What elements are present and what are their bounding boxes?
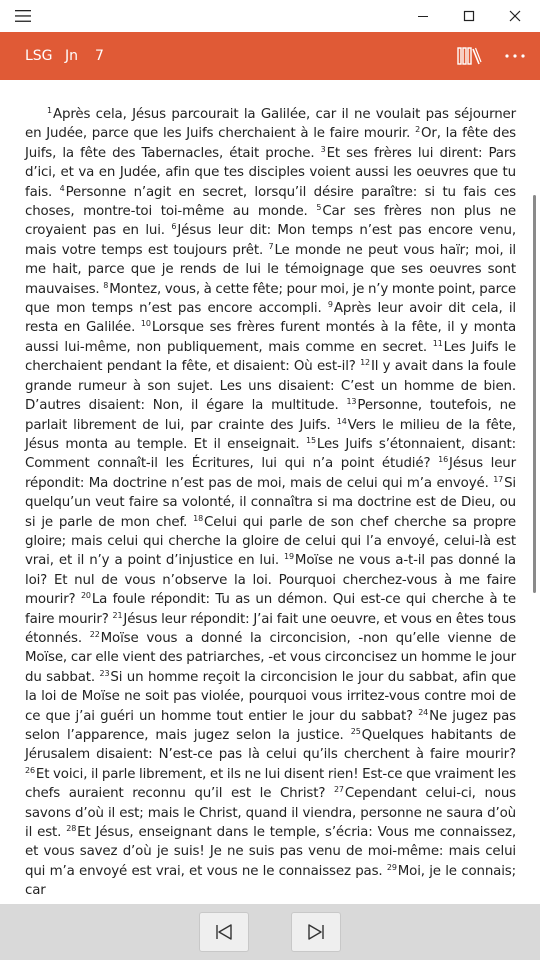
chapter-reader[interactable] bbox=[0, 80, 540, 904]
hamburger-menu-button[interactable] bbox=[0, 0, 46, 32]
verse-text: Jésus leur répondit: J’ai fait une oeuvre, et vous en êtes tous étonnés. bbox=[25, 611, 516, 646]
verse-number: 28 bbox=[66, 824, 77, 834]
next-chapter-button[interactable] bbox=[291, 912, 341, 952]
verse-number: 3 bbox=[320, 144, 326, 154]
verse-number: 23 bbox=[99, 668, 110, 678]
verse-text: Si un homme reçoit la circoncision le jour du sabbat, afin que la loi de Moïse ne soit pas violée, pourquoi vous irritez-vous contre moi de ce que j’ai guéri un homme tout entier le jour du sabbat? bbox=[25, 669, 517, 724]
verse-number: 12 bbox=[360, 358, 370, 368]
verse-text: Après leur avoir dit cela, il resta en Galilée. bbox=[25, 301, 517, 336]
version-selector[interactable]: LSG bbox=[25, 48, 53, 64]
verse-number: 22 bbox=[89, 629, 100, 639]
app-header bbox=[0, 32, 540, 80]
verse-number: 21 bbox=[112, 610, 123, 620]
verse-number: 18 bbox=[193, 513, 204, 523]
window-title-bar bbox=[0, 0, 540, 32]
verse-number: 29 bbox=[386, 862, 397, 872]
verse-number: 9 bbox=[327, 300, 333, 310]
verse-number: 26 bbox=[25, 765, 35, 775]
verse-number: 11 bbox=[432, 338, 443, 348]
verse-number: 17 bbox=[493, 474, 504, 484]
verse-text: Les Juifs s’étonnaient, disant: Comment connaît-il les Écritures, lui qui n’a point étudié? bbox=[25, 436, 517, 472]
verse-text: Lorsque ses frères furent montés à la fête, il y monta aussi lui-même, non publiquement, mais comme en secret. bbox=[25, 320, 516, 355]
skip-next-icon bbox=[306, 922, 326, 942]
verse-text: Vers le milieu de la fête, Jésus monta au temple. Et il enseignait. bbox=[25, 417, 516, 452]
verse-text: Moi, je le connais; car bbox=[25, 863, 516, 899]
verse-text: Et Jésus, enseignant dans le temple, s’écria: Vous me connaissez, et vous savez d’où je suis! Je ne suis pas venu de moi-même: mais celui qui m’a envoyé est vrai, et vous ne le connaissez pas. bbox=[25, 825, 516, 879]
chapter-selector[interactable]: 7 bbox=[95, 48, 104, 64]
bottom-navigation-bar bbox=[0, 904, 540, 960]
more-dots-icon bbox=[504, 53, 526, 59]
verse-number: 10 bbox=[140, 319, 151, 329]
verse-number: 15 bbox=[306, 435, 316, 445]
minimize-icon bbox=[417, 10, 429, 22]
previous-chapter-button[interactable] bbox=[199, 912, 249, 952]
skip-previous-icon bbox=[214, 922, 234, 942]
verse-number: 27 bbox=[333, 785, 344, 795]
verse-text: Si quelqu’un veut faire sa volonté, il connaîtra si ma doctrine est de Dieu, ou si je parle de mon chef. bbox=[25, 475, 516, 530]
verse-number: 2 bbox=[415, 125, 421, 135]
verse-number: 8 bbox=[103, 280, 109, 290]
close-button[interactable] bbox=[492, 0, 538, 32]
verse-text: Il y avait dans la foule grande rumeur à son sujet. Les uns disaient: C’est un homme de bien. D’autres disaient: Non, il égare la multitude. bbox=[25, 359, 517, 414]
library-button[interactable] bbox=[456, 44, 482, 68]
verse-number: 16 bbox=[438, 455, 449, 465]
verse-text: Personne, toutefois, ne parlait librement de lui, par crainte des Juifs. bbox=[25, 398, 516, 433]
verse-number: 25 bbox=[350, 727, 361, 736]
library-books-icon bbox=[456, 44, 482, 68]
verse-number: 13 bbox=[346, 397, 357, 407]
maximize-icon bbox=[463, 10, 475, 22]
verse-number: 24 bbox=[418, 707, 429, 717]
more-options-button[interactable] bbox=[500, 44, 530, 68]
verse-text: Moïse vous a donné la circoncision, -non qu’elle vienne de Moïse, car elle vient des patriarches, -et vous circoncisez un homme le jour du sabbat. bbox=[25, 630, 516, 685]
verse-number: 4 bbox=[59, 183, 65, 193]
verse-number: 20 bbox=[80, 591, 91, 601]
verse-text: Jésus leur dit: Mon temps n’est pas encore venu, mais votre temps est toujours prêt. bbox=[25, 223, 516, 258]
book-selector[interactable]: Jn bbox=[65, 48, 79, 64]
verse-text: Quelques habitants de Jérusalem disaient: N’est-ce pas là celui qu’ils cherchent à faire mourir? bbox=[25, 728, 516, 763]
verse-text: Cependant celui-ci, nous savons d’où il est; mais le Christ, quand il viendra, personne ne saura d’où il est. bbox=[25, 786, 516, 841]
verse-text: Le monde ne peut vous haïr; moi, il me hait, parce que je rends de lui le témoignage que ses oeuvres sont mauvaises. bbox=[25, 242, 516, 297]
verse-text: Montez, vous, à cette fête; pour moi, je n’y monte point, parce que mon temps n’est pas encore accompli. bbox=[25, 281, 516, 317]
verse-text: Ne jugez pas selon l’apparence, mais jugez selon la justice. bbox=[25, 708, 516, 743]
verse-number: 5 bbox=[316, 203, 322, 213]
hamburger-menu-icon bbox=[15, 10, 31, 22]
verse-text: Moïse ne vous a-t-il pas donné la loi? Et nul de vous n’observe la loi. Pourquoi cherchez-vous à me faire mourir? bbox=[25, 553, 516, 608]
verse-number: 1 bbox=[47, 106, 52, 115]
verse-text: La foule répondit: Tu as un démon. Qui est-ce qui cherche à te faire mourir? bbox=[25, 592, 516, 627]
verse-number: 14 bbox=[336, 416, 347, 426]
verse-text: Celui qui parle de son chef cherche sa propre gloire; mais celui qui cherche la gloire de celui qui l’a envoyé, celui-là est vrai, et il n’y a point d’injustice en lui. bbox=[25, 514, 517, 569]
maximize-button[interactable] bbox=[446, 0, 492, 32]
verse-number: 6 bbox=[171, 222, 177, 232]
verse-text: Et voici, il parle librement, et ils ne lui disent rien! Est-ce que vraiment les chefs auraient reconnu qu’il est le Christ? bbox=[25, 766, 516, 802]
verse-text: Jésus leur répondit: Ma doctrine n’est pas de moi, mais de celui qui m’a envoyé. bbox=[25, 456, 516, 491]
verse-text: Et ses frères lui dirent: Pars d’ici, et va en Judée, afin que tes disciples voient aussi les oeuvres que tu fais. bbox=[25, 145, 517, 200]
minimize-button[interactable] bbox=[400, 0, 446, 32]
verse-text: Après cela, Jésus parcourait la Galilée, car il ne voulait pas séjourner en Judée, parce que les Juifs cherchaient à le faire mourir. bbox=[25, 107, 516, 142]
chapter-text bbox=[25, 105, 516, 901]
scrollbar-thumb[interactable] bbox=[533, 195, 536, 593]
verse-text: Personne n’agit en secret, lorsqu’il désire paraître: si tu fais ces choses, montre-toi toi-même au monde. bbox=[25, 184, 516, 220]
verse-number: 19 bbox=[284, 552, 294, 562]
verse-number: 7 bbox=[268, 241, 274, 251]
verse-text: Car ses frères non plus ne croyaient pas en lui. bbox=[25, 204, 516, 239]
close-icon bbox=[509, 10, 521, 22]
verse-text: Or, la fête des Juifs, la fête des Tabernacles, était proche. bbox=[25, 126, 517, 161]
verse-text: Les Juifs le cherchaient pendant la fête, et disaient: Où est-il? bbox=[25, 339, 517, 375]
